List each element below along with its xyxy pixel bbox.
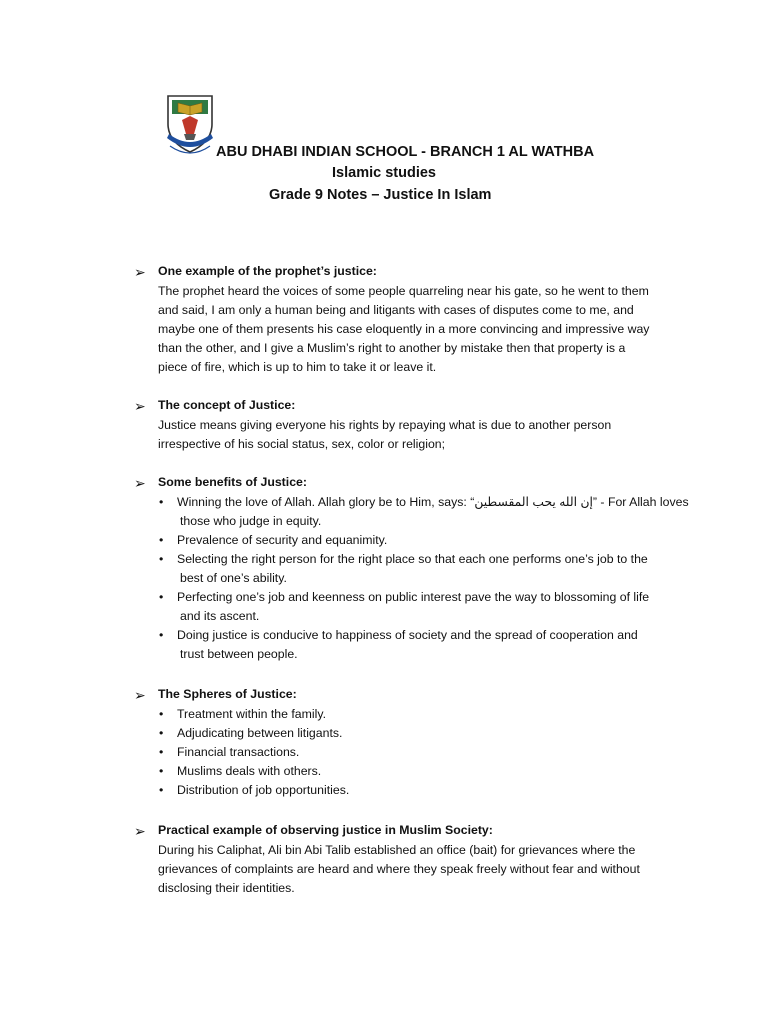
section-paragraph: During his Caliphat, Ali bin Abi Talib established an office (bait) for grievances where the grievances of complaints are heard and where they speak freely without fear and without disclosing their identities. <box>158 843 640 895</box>
bullet-icon: • <box>159 707 164 721</box>
section-heading: ➢ The Spheres of Justice: <box>134 687 297 703</box>
bullet-icon: • <box>159 495 164 509</box>
list-item: • Financial transactions. <box>158 743 694 762</box>
arabic-quote: إن الله يحب المقسطين <box>474 495 593 509</box>
section-prophet-justice <box>134 262 694 377</box>
bullet-icon: • <box>159 628 164 642</box>
arrow-bullet-icon: ➢ <box>134 264 146 280</box>
benefits-list <box>134 493 694 664</box>
section-heading: ➢ Some benefits of Justice: <box>134 475 307 491</box>
list-item: • Prevalence of security and equanimity. <box>158 531 694 550</box>
list-item: • Winning the love of Allah. Allah glory be to Him, says: “إن الله يحب المقسطين” - For Allah loves those who judge in equity. <box>159 495 689 528</box>
section-heading: ➢ Practical example of observing justice in Muslim Society: <box>134 823 493 839</box>
bullet-icon: • <box>159 745 164 759</box>
section-heading: ➢ The concept of Justice: <box>134 398 296 414</box>
bullet-icon: • <box>159 783 164 797</box>
section-benefits-of-justice <box>134 473 694 664</box>
bullet-icon: • <box>159 552 164 566</box>
section-concept-of-justice <box>134 396 694 454</box>
list-item: • Muslims deals with others. <box>158 762 694 781</box>
arrow-bullet-icon: ➢ <box>134 475 146 491</box>
bullet-icon: • <box>159 764 164 778</box>
list-item: • Doing justice is conducive to happiness of society and the spread of cooperation and trust between people. <box>159 628 638 661</box>
arrow-bullet-icon: ➢ <box>134 398 146 414</box>
section-paragraph: Justice means giving everyone his rights by repaying what is due to another person irrespective of his social status, sex, color or religion; <box>158 418 612 451</box>
section-paragraph: The prophet heard the voices of some people quarreling near his gate, so he went to them and said, I am only a human being and litigants with cases of disputes come to me, and maybe one of them presents his case eloquently in a more convincing and impressive way than the other, and I give a Muslim’s right to another by mistake then that property is a piece of fire, which is up to him to take it or leave it. <box>158 284 650 374</box>
subject-title: Islamic studies <box>332 165 436 181</box>
bullet-icon: • <box>159 590 164 604</box>
school-crest-logo <box>164 94 216 156</box>
section-heading: ➢ One example of the prophet’s justice: <box>134 264 377 280</box>
list-item: • Distribution of job opportunities. <box>158 781 694 800</box>
arrow-bullet-icon: ➢ <box>134 823 146 839</box>
bullet-icon: • <box>159 726 164 740</box>
list-item: • Selecting the right person for the right place so that each one performs one’s job to the best of one’s ability. <box>159 552 648 585</box>
section-practical-example <box>134 821 694 898</box>
bullet-icon: • <box>159 533 164 547</box>
section-spheres-of-justice <box>134 685 694 800</box>
school-name: ABU DHABI INDIAN SCHOOL - BRANCH 1 AL WATHBA <box>216 144 595 160</box>
arrow-bullet-icon: ➢ <box>134 687 146 703</box>
spheres-list <box>134 705 694 800</box>
list-item: • Adjudicating between litigants. <box>158 724 694 743</box>
document-title: Grade 9 Notes – Justice In Islam <box>269 187 492 203</box>
list-item: • Treatment within the family. <box>158 705 694 724</box>
list-item: • Perfecting one’s job and keenness on public interest pave the way to blossoming of life and its ascent. <box>159 590 650 623</box>
